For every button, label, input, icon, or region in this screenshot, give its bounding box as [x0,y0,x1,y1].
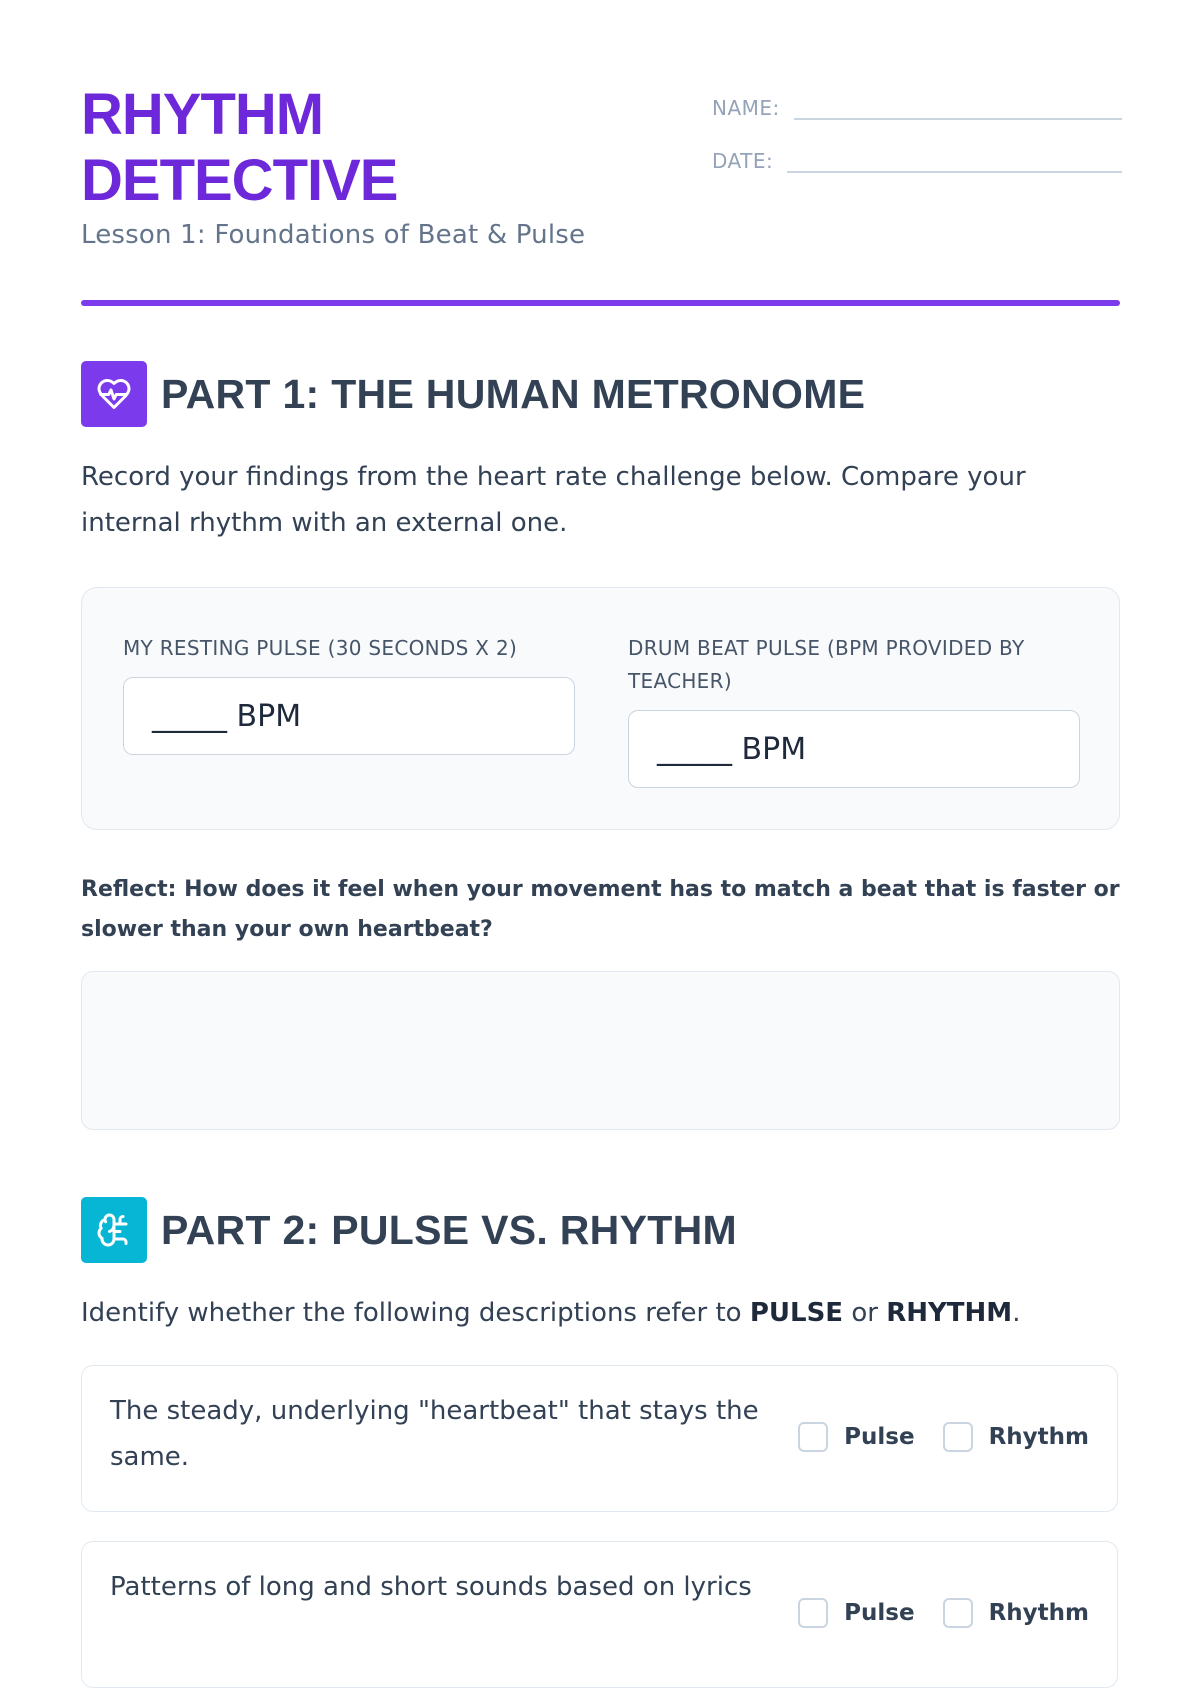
drum-pulse-group [628,632,1080,788]
pulse-checkbox[interactable] [798,1422,828,1452]
pulse-checkbox[interactable] [798,1598,828,1628]
part2-title: PART 2: PULSE VS. RHYTHM [161,1206,737,1253]
title-line-2: DETECTIVE [81,148,398,213]
title-line-1: RHYTHM [81,82,324,147]
brain-icon [81,1197,147,1263]
part2-intro-prefix: Identify whether the following descriptions refer to [81,1298,750,1328]
lesson-subtitle: Lesson 1: Foundations of Beat & Pulse [81,220,586,250]
answer-options [770,1598,1089,1628]
question-text: Patterns of long and short sounds based on lyrics [110,1572,752,1602]
option-rhythm-label: Rhythm [988,1424,1089,1450]
part2-intro-pulse: PULSE [749,1298,844,1328]
drum-pulse-field[interactable]: _____ BPM [628,710,1080,788]
question-card [81,1365,1118,1512]
rhythm-checkbox[interactable] [943,1598,973,1628]
resting-pulse-field[interactable]: _____ BPM [123,677,575,755]
option-pulse-label: Pulse [844,1424,915,1450]
pulse-card [81,587,1120,830]
heart-pulse-icon [81,361,147,427]
resting-pulse-group [123,632,575,755]
option-pulse[interactable] [798,1598,914,1628]
option-pulse[interactable] [798,1422,914,1452]
date-field[interactable] [787,141,1122,173]
part1-heading [81,361,865,427]
name-label: NAME: [712,96,780,120]
name-row [712,82,1122,120]
page-title [81,82,398,214]
part2-intro-or: or [843,1298,887,1328]
answer-options [770,1422,1089,1452]
rhythm-checkbox[interactable] [943,1422,973,1452]
date-row [712,135,1122,173]
student-info [712,82,1122,188]
resting-pulse-label: MY RESTING PULSE (30 SECONDS X 2) [123,636,518,660]
header-divider [81,300,1120,306]
part2-heading [81,1197,737,1263]
question-card [81,1541,1118,1688]
reflect-prompt: Reflect: How does it feel when your movement has to match a beat that is faster or slower than your own heartbeat? [81,877,1120,942]
part1-intro: Record your findings from the heart rate challenge below. Compare your internal rhythm with an external one. [81,462,1026,538]
drum-pulse-label: DRUM BEAT PULSE (BPM PROVIDED BY TEACHER) [628,636,1025,693]
part2-intro [81,1290,1081,1336]
option-rhythm[interactable] [943,1422,1089,1452]
name-field[interactable] [794,88,1122,120]
option-rhythm[interactable] [943,1598,1089,1628]
question-text: The steady, underlying "heartbeat" that stays the same. [110,1396,759,1472]
date-label: DATE: [712,149,774,173]
part2-intro-rhythm: RHYTHM [886,1298,1013,1328]
option-rhythm-label: Rhythm [988,1600,1089,1626]
option-pulse-label: Pulse [844,1600,915,1626]
part2-intro-end: . [1012,1298,1021,1328]
part1-title: PART 1: THE HUMAN METRONOME [161,370,866,417]
reflect-answer-box[interactable] [81,971,1120,1130]
